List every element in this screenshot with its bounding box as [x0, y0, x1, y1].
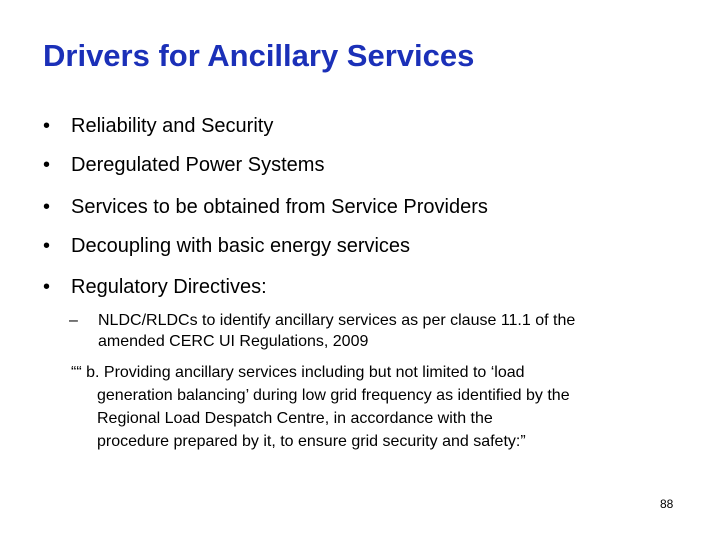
bullet-item: [43, 195, 488, 219]
quote-line: generation balancing’ during low grid frequency as identified by the: [97, 387, 570, 404]
sub-bullet-line: amended CERC UI Regulations, 2009: [98, 333, 369, 350]
page-number: 88: [660, 497, 674, 511]
bullet-symbol: •: [43, 276, 51, 298]
bullet-text: Decoupling with basic energy services: [71, 235, 411, 257]
bullet-text: Deregulated Power Systems: [71, 154, 325, 176]
slide-title: Drivers for Ancillary Services: [43, 38, 475, 73]
bullet-symbol: •: [43, 154, 51, 176]
bullet-text: Regulatory Directives:: [71, 276, 267, 298]
sub-bullet-line: [69, 310, 575, 331]
bullet-item: [43, 275, 267, 299]
quote-line: Regional Load Despatch Centre, in accordance with the: [97, 410, 493, 427]
bullet-item: [43, 234, 410, 258]
bullet-item: [43, 114, 273, 138]
quote-line: procedure prepared by it, to ensure grid security and safety:”: [97, 433, 526, 450]
bullet-text: Services to be obtained from Service Providers: [71, 196, 488, 218]
bullet-item: [43, 153, 324, 177]
bullet-symbol: •: [43, 196, 51, 218]
quote-line: ““ b. Providing ancillary services including but not limited to ‘load: [71, 364, 525, 381]
bullet-text: Reliability and Security: [71, 115, 274, 137]
sub-bullet-dash: –: [69, 312, 78, 329]
bullet-symbol: •: [43, 235, 51, 257]
bullet-symbol: •: [43, 115, 51, 137]
sub-bullet-text: NLDC/RLDCs to identify ancillary services as per clause 11.1 of the: [98, 312, 576, 329]
